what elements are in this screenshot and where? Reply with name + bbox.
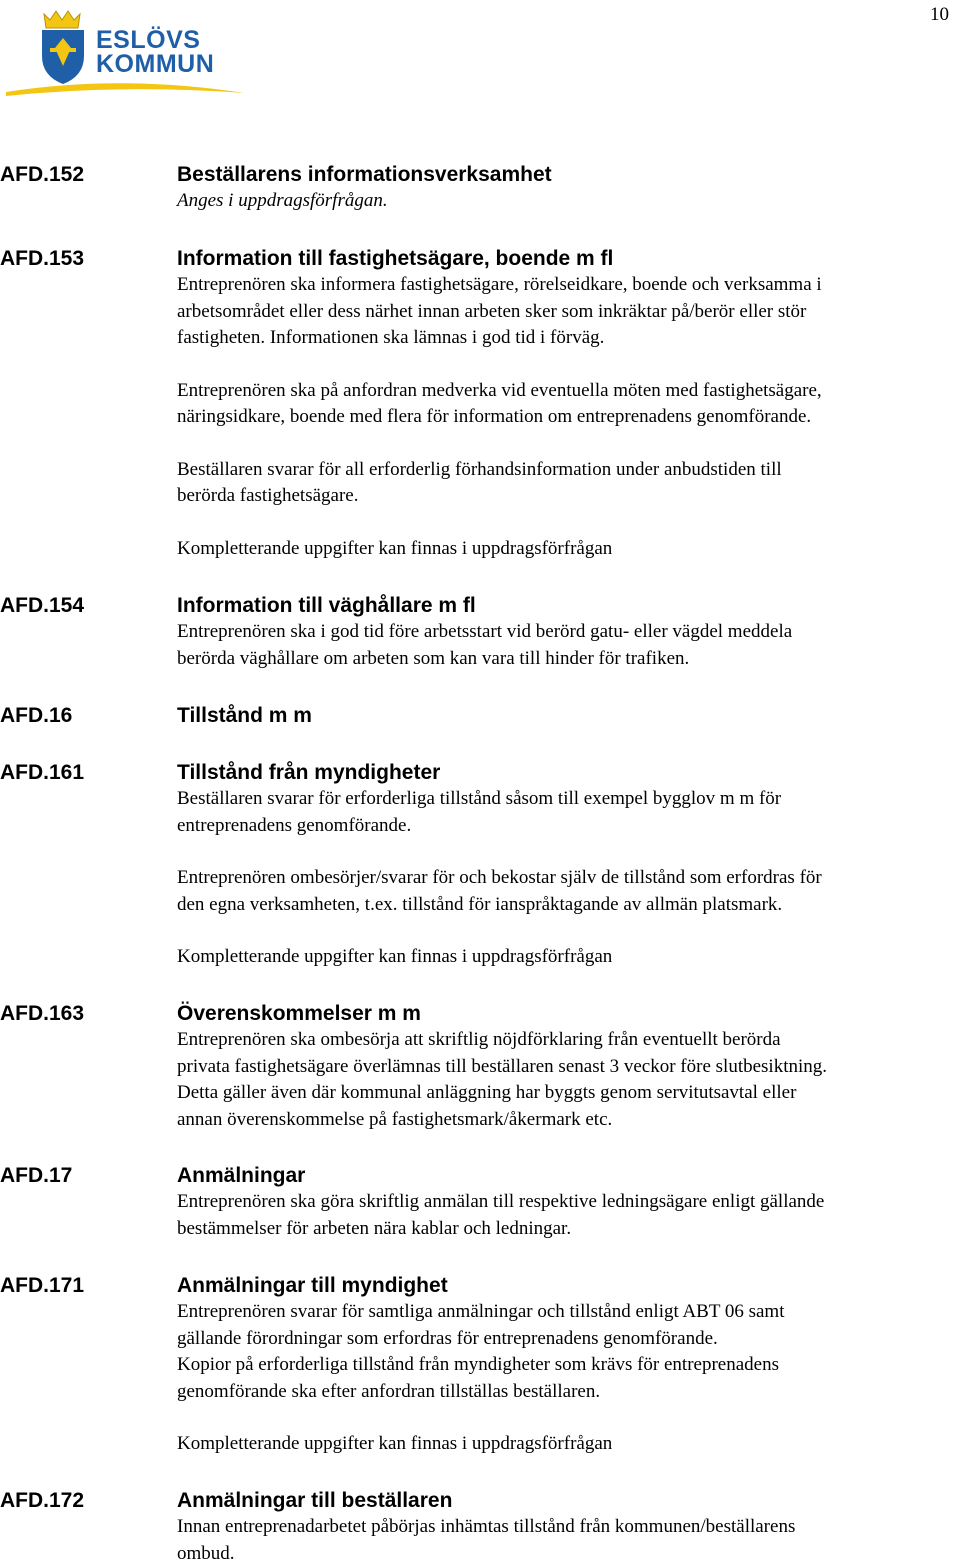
- section-code: AFD.17: [0, 1163, 72, 1189]
- section-code: AFD.161: [0, 760, 84, 786]
- paragraph-line: berörda väghållare om arbeten som kan vara till hinder för trafiken.: [177, 646, 959, 673]
- section-code: AFD.172: [0, 1488, 84, 1514]
- paragraph-line: Innan entreprenadarbetet påbörjas inhämtas tillstånd från kommunen/beställarens: [177, 1514, 959, 1541]
- eslovs-kommun-logo: [0, 0, 250, 100]
- paragraph-line: bestämmelser för arbeten nära kablar och ledningar.: [177, 1216, 959, 1243]
- paragraph-line: berörda fastighetsägare.: [177, 483, 959, 510]
- paragraph-line: privata fastighetsägare överlämnas till beställaren senast 3 veckor före slutbesiktning.: [177, 1054, 959, 1081]
- paragraph: [177, 1027, 959, 1133]
- section-code: AFD.16: [0, 703, 72, 729]
- section-code: AFD.153: [0, 246, 84, 272]
- supplementary-note: Kompletterande uppgifter kan finnas i uppdragsförfrågan: [177, 1431, 959, 1457]
- paragraph-line: näringsidkare, boende med flera för information om entreprenadens genomförande.: [177, 404, 959, 431]
- paragraph-line: Detta gäller även där kommunal anläggning har byggts genom servitutsavtal eller: [177, 1080, 959, 1107]
- paragraph-line: den egna verksamheten, t.ex. tillstånd för ianspråktagande av allmän platsmark.: [177, 892, 959, 919]
- paragraph: [177, 378, 959, 431]
- section-heading: Information till fastighetsägare, boende m fl: [177, 246, 959, 272]
- section-code: AFD.154: [0, 593, 84, 619]
- section-heading: Anmälningar till beställaren: [177, 1488, 959, 1514]
- logo-text-line2: KOMMUN: [96, 50, 214, 79]
- paragraph-line: Entreprenören svarar för samtliga anmälningar och tillstånd enligt ABT 06 samt: [177, 1299, 959, 1326]
- section-code: AFD.163: [0, 1001, 84, 1027]
- supplementary-note: Kompletterande uppgifter kan finnas i uppdragsförfrågan: [177, 944, 959, 970]
- paragraph-line: annan överenskommelse på fastighetsmark/åkermark etc.: [177, 1107, 959, 1134]
- section-heading: Tillstånd från myndigheter: [177, 760, 959, 786]
- paragraph: [177, 1299, 959, 1405]
- paragraph-line: gällande förordningar som erfordras för entreprenadens genomförande.: [177, 1326, 959, 1353]
- paragraph-line: Entreprenören ska informera fastighetsägare, rörelseidkare, boende och verksamma i: [177, 272, 959, 299]
- section-heading: Överenskommelser m m: [177, 1001, 959, 1027]
- paragraph: [177, 1189, 959, 1242]
- section-heading: Information till väghållare m fl: [177, 593, 959, 619]
- section-heading: Anmälningar: [177, 1163, 959, 1189]
- paragraph: [177, 619, 959, 672]
- section-code: AFD.171: [0, 1273, 84, 1299]
- paragraph-line: entreprenadens genomförande.: [177, 813, 959, 840]
- paragraph-line: Entreprenören ombesörjer/svarar för och bekostar själv de tillstånd som erfordras för: [177, 865, 959, 892]
- paragraph-line: genomförande ska efter anfordran tillställas beställaren.: [177, 1379, 959, 1406]
- paragraph-line: ombud.: [177, 1541, 959, 1567]
- paragraph: [177, 272, 959, 352]
- paragraph-line: Beställaren svarar för all erforderlig förhandsinformation under anbudstiden till: [177, 457, 959, 484]
- page-number: 10: [930, 4, 949, 26]
- paragraph-line: fastigheten. Informationen ska lämnas i god tid i förväg.: [177, 325, 959, 352]
- logo-text-line1: ESLÖVS: [96, 26, 200, 55]
- section-heading: Beställarens informationsverksamhet: [177, 162, 959, 188]
- section-heading: Tillstånd m m: [177, 703, 959, 729]
- paragraph: [177, 865, 959, 918]
- section-heading: Anmälningar till myndighet: [177, 1273, 959, 1299]
- paragraph: [177, 786, 959, 839]
- paragraph-line: arbetsområdet eller dess närhet innan arbeten sker som inkräktar på/berör eller stör: [177, 299, 959, 326]
- supplementary-note: Kompletterande uppgifter kan finnas i uppdragsförfrågan: [177, 536, 959, 562]
- section-code: AFD.152: [0, 162, 84, 188]
- paragraph-line: Entreprenören ska på anfordran medverka vid eventuella möten med fastighetsägare,: [177, 378, 959, 405]
- paragraph: [177, 457, 959, 510]
- section-note: Anges i uppdragsförfrågan.: [177, 188, 959, 214]
- paragraph-line: Entreprenören ska ombesörja att skriftlig nöjdförklaring från eventuellt berörda: [177, 1027, 959, 1054]
- paragraph-line: Kopior på erforderliga tillstånd från myndigheter som krävs för entreprenadens: [177, 1352, 959, 1379]
- paragraph: [177, 1514, 959, 1567]
- paragraph-line: Entreprenören ska i god tid före arbetsstart vid berörd gatu- eller vägdel meddela: [177, 619, 959, 646]
- paragraph-line: Entreprenören ska göra skriftlig anmälan till respektive ledningsägare enligt gällande: [177, 1189, 959, 1216]
- paragraph-line: Beställaren svarar för erforderliga tillstånd såsom till exempel bygglov m m för: [177, 786, 959, 813]
